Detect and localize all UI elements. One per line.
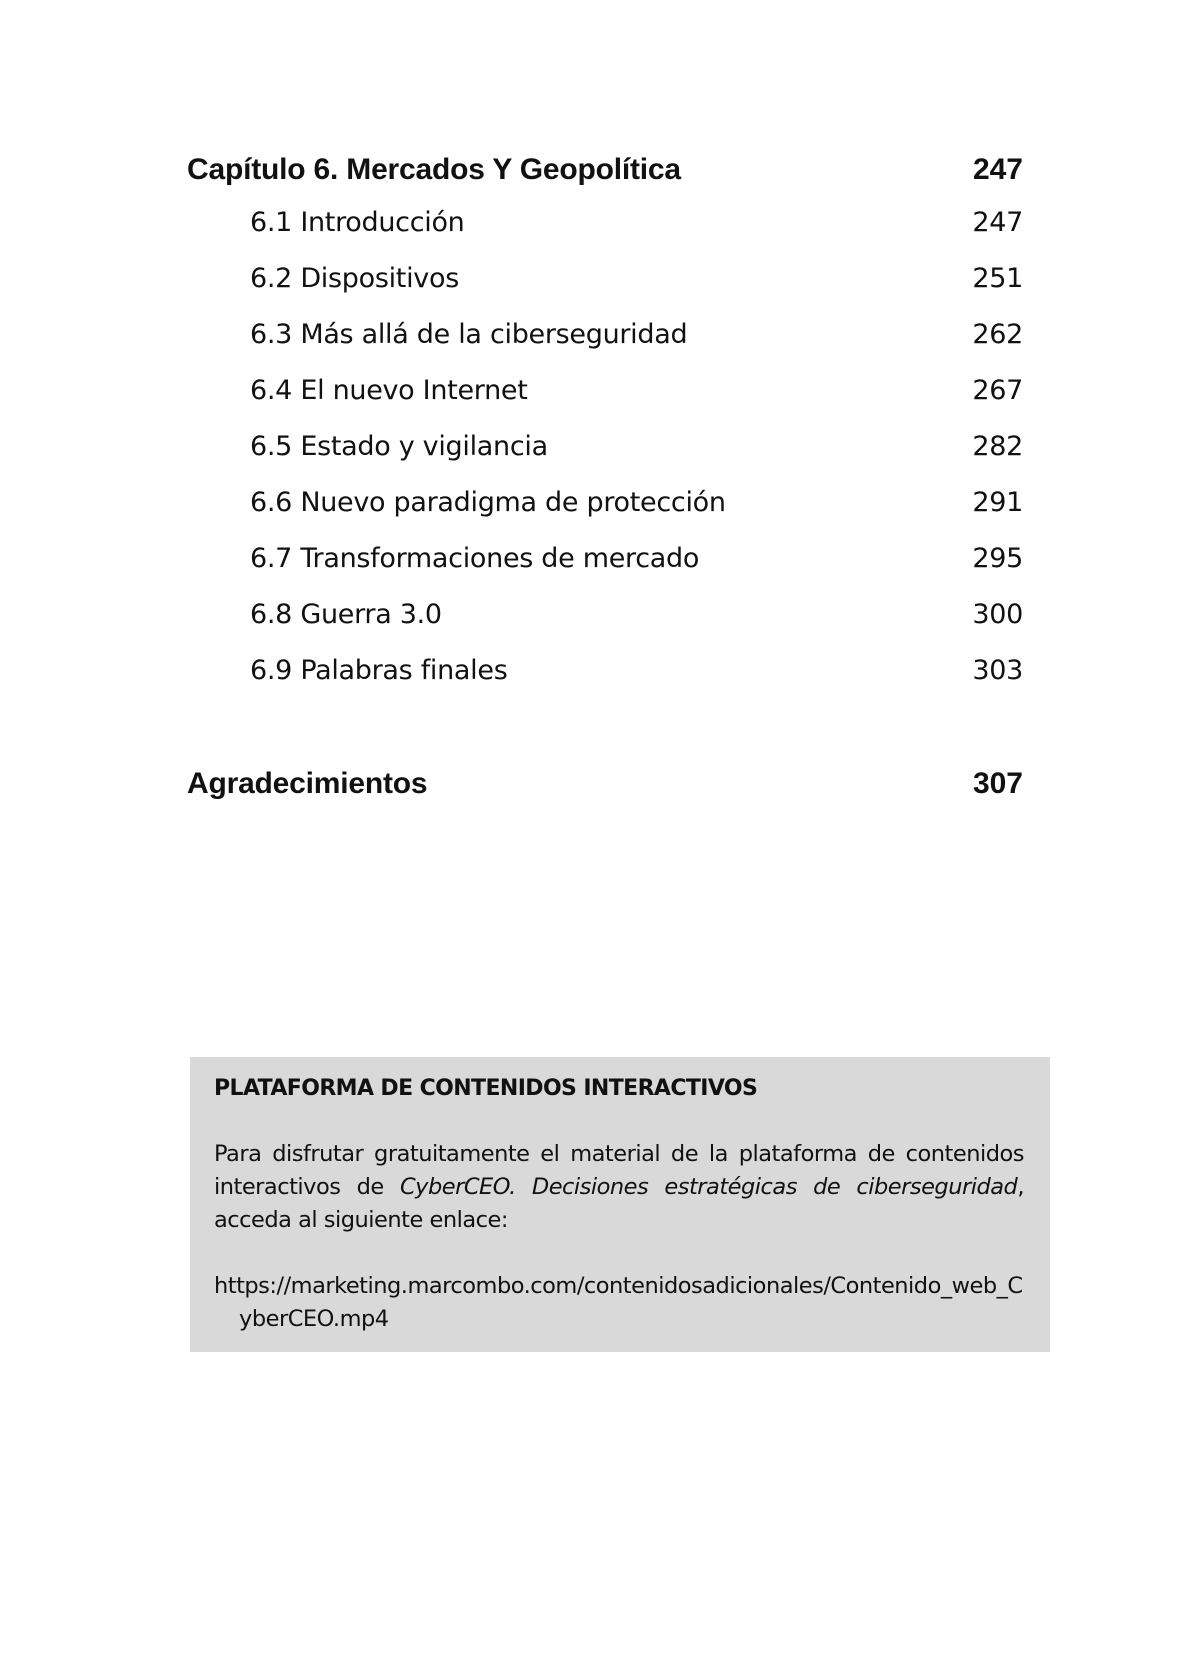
section-title: 6.4 El nuevo Internet <box>250 375 528 406</box>
chapter-title: Capítulo 6. Mercados Y Geopolítica <box>187 153 681 186</box>
content-link[interactable]: https://marketing.marcombo.com/contenidosadicionales/Contenido_web_CyberCEO.mp4 <box>214 1273 1023 1332</box>
section-page-number: 267 <box>972 375 1023 406</box>
section-title: 6.1 Introducción <box>250 207 465 238</box>
section-title: 6.2 Dispositivos <box>250 263 459 294</box>
info-box-heading: PLATAFORMA DE CONTENIDOS INTERACTIVOS <box>214 1076 758 1101</box>
toc-section-entry <box>0 427 1182 467</box>
section-title: 6.3 Más allá de la ciberseguridad <box>250 319 688 350</box>
section-page-number: 282 <box>972 431 1023 462</box>
section-title: 6.9 Palabras finales <box>250 655 508 686</box>
info-box-paragraph <box>214 1138 1024 1237</box>
info-text-before: Para disfrutar gratuitamente el material de la plataforma de contenidos interactivos de <box>214 1141 1024 1200</box>
section-page-number: 303 <box>972 655 1023 686</box>
toc-chapter-entry <box>0 150 1182 190</box>
toc-section-entry <box>0 259 1182 299</box>
section-page-number: 251 <box>972 263 1023 294</box>
acknowledgements-page-number: 307 <box>972 767 1023 800</box>
section-page-number: 295 <box>972 543 1023 574</box>
section-page-number: 291 <box>972 487 1023 518</box>
toc-section-entry <box>0 371 1182 411</box>
toc-acknowledgements-entry <box>0 764 1182 804</box>
section-title: 6.6 Nuevo paradigma de protección <box>250 487 726 518</box>
toc-section-entry <box>0 539 1182 579</box>
toc-section-entry <box>0 483 1182 523</box>
section-page-number: 262 <box>972 319 1023 350</box>
toc-section-entry <box>0 651 1182 691</box>
section-page-number: 300 <box>972 599 1023 630</box>
section-page-number: 247 <box>972 207 1023 238</box>
section-title: 6.7 Transformaciones de mercado <box>250 543 700 574</box>
book-title: CyberCEO. Decisiones estratégicas de ciberseguridad <box>399 1174 1018 1200</box>
info-text-after: , acceda al siguiente enlace: <box>214 1174 1024 1233</box>
toc-section-entry <box>0 315 1182 355</box>
section-title: 6.8 Guerra 3.0 <box>250 599 442 630</box>
chapter-page-number: 247 <box>972 153 1023 186</box>
toc-section-entry <box>0 595 1182 635</box>
section-title: 6.5 Estado y vigilancia <box>250 431 548 462</box>
interactive-content-box <box>190 1057 1050 1352</box>
acknowledgements-title: Agradecimientos <box>187 767 428 800</box>
toc-section-entry <box>0 203 1182 243</box>
